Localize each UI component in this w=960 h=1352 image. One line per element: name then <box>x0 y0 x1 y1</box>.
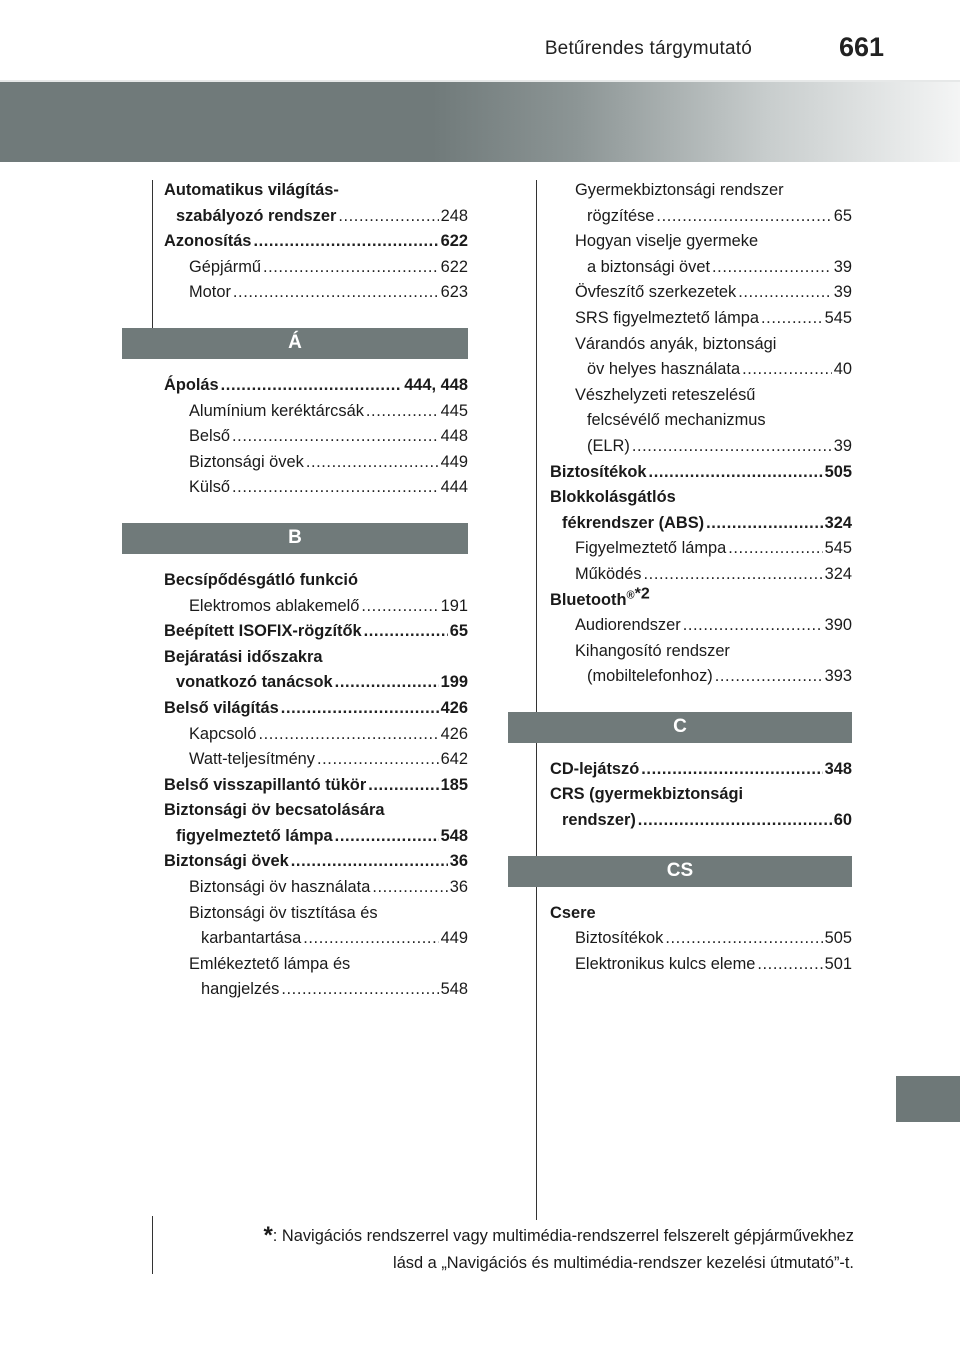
entry-group-cs <box>550 901 852 978</box>
entry-page-ref: 444, 448 <box>404 375 468 394</box>
entry-term: Biztonsági öv tisztítása és <box>189 903 378 922</box>
leader-dots <box>364 619 448 645</box>
leader-dots <box>232 424 439 450</box>
leader-dots <box>221 373 403 399</box>
entry-page-ref: 36 <box>449 852 468 871</box>
entry-term: figyelmeztető lámpa <box>176 826 333 845</box>
index-entry <box>550 434 852 460</box>
index-entry <box>550 306 852 332</box>
entry-page-ref: 36 <box>449 878 468 897</box>
leader-dots <box>335 824 439 850</box>
leader-dots <box>338 204 438 230</box>
leader-dots <box>649 460 823 486</box>
leader-dots <box>258 722 438 748</box>
registered-mark: ® <box>626 589 635 602</box>
entry-term: Hogyan viselje gyermeke <box>575 232 759 251</box>
entry-group-automatikus <box>164 178 468 306</box>
entry-term: Blokkolásgátlós <box>550 488 676 507</box>
index-entry <box>164 373 468 399</box>
entry-term: Biztosítékok <box>575 929 664 948</box>
entry-group-b <box>164 568 468 1003</box>
entry-term: Biztonsági övek <box>189 452 304 471</box>
entry-term: rendszer) <box>562 811 636 830</box>
entry-term: hangjelzés <box>201 980 280 999</box>
entry-page-ref: 642 <box>440 750 468 769</box>
entry-term: Ápolás <box>164 375 219 394</box>
entry-group-apolas <box>164 373 468 501</box>
leader-dots <box>757 952 822 978</box>
index-entry <box>164 722 468 748</box>
index-entry <box>164 952 468 978</box>
leader-dots <box>303 926 438 952</box>
entry-group-abs-sub <box>550 536 852 587</box>
index-entry <box>164 696 468 722</box>
index-entry <box>164 824 468 850</box>
entry-page-ref: 393 <box>824 667 852 686</box>
entry-term: Belső <box>189 427 231 446</box>
entry-term: Becsípődésgátló funkció <box>164 570 358 589</box>
leader-dots <box>291 849 448 875</box>
entry-page-ref: 505 <box>824 929 852 948</box>
index-entry <box>550 255 852 281</box>
entry-page-ref: 65 <box>449 622 468 641</box>
leader-dots <box>232 475 439 501</box>
entry-term: Biztonsági öv használata <box>189 878 371 897</box>
index-entry <box>550 511 852 537</box>
index-entry <box>550 204 852 230</box>
entry-page-ref: 191 <box>440 596 468 615</box>
index-entry <box>550 280 852 306</box>
entry-page-ref: 622 <box>440 232 468 251</box>
entry-page-ref: 39 <box>833 257 852 276</box>
leader-dots <box>738 280 832 306</box>
entry-page-ref: 39 <box>833 283 852 302</box>
entry-page-ref: 185 <box>440 775 468 794</box>
entry-page-ref: 444 <box>440 478 468 497</box>
index-entry <box>164 901 468 927</box>
leader-dots <box>281 696 439 722</box>
entry-term: SRS figyelmeztető lámpa <box>575 308 760 327</box>
header-band <box>0 82 960 162</box>
index-entry <box>164 670 468 696</box>
index-entry <box>164 875 468 901</box>
index-entry <box>164 255 468 281</box>
entry-term: Biztonsági övek <box>164 852 289 871</box>
index-entry <box>164 204 468 230</box>
section-header-a-accent: Á <box>122 328 468 359</box>
section-header-b: B <box>122 523 468 554</box>
leader-dots <box>761 306 823 332</box>
entry-term: Emlékeztető lámpa és <box>189 954 351 973</box>
index-entry <box>550 952 852 978</box>
index-entry <box>550 229 852 255</box>
entry-term: Kapcsoló <box>189 724 257 743</box>
column-divider <box>536 180 537 1220</box>
index-entry <box>164 594 468 620</box>
index-entry <box>550 901 852 927</box>
entry-page-ref: 60 <box>833 811 852 830</box>
entry-term: rögzítése <box>587 206 655 225</box>
entry-page-ref: 622 <box>440 257 468 276</box>
left-rule-2 <box>152 1216 153 1274</box>
chapter-side-tab <box>896 1076 960 1122</box>
index-column-right <box>550 178 852 977</box>
index-entry <box>550 408 852 434</box>
index-entry <box>550 383 852 409</box>
entry-term: Beépített ISOFIX-rögzítők <box>164 622 362 641</box>
leader-dots <box>368 773 438 799</box>
entry-term: fékrendszer (ABS) <box>562 513 705 532</box>
entry-term: (ELR) <box>587 436 630 455</box>
entry-page-ref: 501 <box>824 954 852 973</box>
index-entry <box>164 280 468 306</box>
entry-page-ref: 390 <box>824 616 852 635</box>
leader-dots <box>366 399 439 425</box>
entry-page-ref: 548 <box>440 826 468 845</box>
index-entry <box>550 782 852 808</box>
page-number: 661 <box>838 32 884 62</box>
entry-page-ref: 548 <box>440 980 468 999</box>
leader-dots <box>665 926 822 952</box>
entry-term: Alumínium keréktárcsák <box>189 401 364 420</box>
index-entry <box>550 664 852 690</box>
entry-term: Elektronikus kulcs eleme <box>575 954 756 973</box>
leader-dots <box>638 808 832 834</box>
leader-dots <box>728 536 822 562</box>
footnote-ref-mark: *2 <box>634 585 650 603</box>
index-entry <box>550 757 852 783</box>
leader-dots <box>706 511 823 537</box>
footnote-line-1 <box>164 1222 854 1250</box>
index-entry <box>550 460 852 486</box>
entry-page-ref: 426 <box>440 724 468 743</box>
section-title: Betűrendes tárgymutató <box>544 38 752 59</box>
footnote-line-2: lásd a „Navigációs és multimédia-rendszer kezelési útmutató”-t. <box>393 1254 854 1272</box>
entry-page-ref: 348 <box>824 759 852 778</box>
entry-term: Automatikus világítás- <box>164 181 339 199</box>
leader-dots <box>632 434 832 460</box>
index-entry <box>550 926 852 952</box>
entry-term: Vészhelyzeti reteszelésű <box>575 385 756 404</box>
entry-page-ref: 623 <box>440 283 468 302</box>
entry-page-ref: 199 <box>440 673 468 692</box>
index-entry <box>550 639 852 665</box>
entry-group-biztonsagi-cont <box>550 178 852 536</box>
index-entry <box>164 798 468 824</box>
entry-term: Várandós anyák, biztonsági <box>575 334 777 353</box>
entry-term: Belső visszapillantó tükör <box>164 775 367 794</box>
entry-page-ref: 40 <box>833 360 852 379</box>
entry-page-ref: 448 <box>440 427 468 446</box>
entry-page-ref: 505 <box>824 462 852 481</box>
entry-term: Azonosítás <box>164 232 252 251</box>
entry-term: CRS (gyermekbiztonsági <box>550 785 744 804</box>
entry-term: Biztonsági öv becsatolására <box>164 801 385 820</box>
bluetooth-label: Bluetooth <box>550 590 627 609</box>
index-entry <box>550 562 852 588</box>
index-entry <box>164 645 468 671</box>
index-entry <box>164 849 468 875</box>
entry-group-c <box>550 757 852 834</box>
entry-page-ref: 545 <box>824 308 852 327</box>
leader-dots <box>742 357 832 383</box>
entry-term: Biztosítékok <box>550 462 647 481</box>
leader-dots <box>253 229 438 255</box>
index-column-left <box>164 178 468 1003</box>
index-entry <box>164 424 468 450</box>
entry-term: vonatkozó tanácsok <box>176 673 333 692</box>
index-entry <box>164 568 468 594</box>
entry-term: Gyermekbiztonsági rendszer <box>575 181 784 199</box>
entry-term: Külső <box>189 478 231 497</box>
section-header-cs: CS <box>508 856 852 887</box>
entry-page-ref: 445 <box>440 401 468 420</box>
entry-term: karbantartása <box>201 929 302 948</box>
entry-term: Csere <box>550 903 596 922</box>
entry-page-ref: 248 <box>440 206 468 225</box>
index-entry <box>550 357 852 383</box>
leader-dots <box>281 977 438 1003</box>
entry-page-ref: 449 <box>440 452 468 471</box>
entry-term: Motor <box>189 283 231 302</box>
index-entry <box>164 977 468 1003</box>
index-entry <box>550 485 852 511</box>
entry-term: Elektromos ablakemelő <box>189 596 360 615</box>
index-entry <box>164 178 468 204</box>
index-entry <box>164 619 468 645</box>
index-entry <box>164 926 468 952</box>
leader-dots <box>372 875 447 901</box>
index-entry <box>164 399 468 425</box>
index-entry <box>164 475 468 501</box>
entry-term: öv helyes használata <box>587 360 741 379</box>
leader-dots <box>317 747 439 773</box>
index-entry-bluetooth <box>550 585 852 614</box>
entry-term: Kihangosító rendszer <box>575 641 730 660</box>
index-entry <box>164 773 468 799</box>
entry-term: Belső világítás <box>164 698 279 717</box>
entry-group-bluetooth-sub <box>550 613 852 690</box>
entry-term: Watt-teljesítmény <box>189 750 315 769</box>
left-rule-1 <box>152 180 153 330</box>
footnote-star: * <box>263 1222 273 1249</box>
leader-dots <box>361 594 438 620</box>
entry-page-ref: 426 <box>440 698 468 717</box>
entry-page-ref: 39 <box>833 436 852 455</box>
leader-dots <box>715 664 823 690</box>
entry-term: a biztonsági övet <box>587 257 711 276</box>
entry-term: Figyelmeztető lámpa <box>575 539 727 558</box>
leader-dots <box>306 450 439 476</box>
leader-dots <box>263 255 439 281</box>
index-entry <box>164 229 468 255</box>
entry-term: szabályozó rendszer <box>176 206 337 225</box>
leader-dots <box>233 280 439 306</box>
entry-term: Bejáratási időszakra <box>164 647 323 666</box>
index-entry <box>550 332 852 358</box>
leader-dots <box>335 670 439 696</box>
leader-dots <box>683 613 823 639</box>
entry-term: Övfeszítő szerkezetek <box>575 283 737 302</box>
entry-term: CD-lejátszó <box>550 759 640 778</box>
entry-page-ref: 545 <box>824 539 852 558</box>
entry-page-ref: 324 <box>824 513 852 532</box>
entry-term: felcsévélő mechanizmus <box>587 411 766 430</box>
entry-page-ref: 324 <box>824 564 852 583</box>
entry-term: Audiorendszer <box>575 616 681 635</box>
entry-term: Gépjármű <box>189 257 261 276</box>
leader-dots <box>656 204 831 230</box>
leader-dots <box>641 757 822 783</box>
index-entry <box>550 536 852 562</box>
index-entry <box>164 450 468 476</box>
leader-dots <box>712 255 832 281</box>
index-entry <box>550 178 852 204</box>
entry-term: Működés <box>575 564 642 583</box>
section-header-c: C <box>508 712 852 743</box>
footnote-text-1: : Navigációs rendszerrel vagy multimédia-rendszerrel felszerelt gépjárművekhez <box>272 1227 854 1245</box>
entry-page-ref: 449 <box>440 929 468 948</box>
index-entry <box>550 613 852 639</box>
entry-term: (mobiltelefonhoz) <box>587 667 713 686</box>
index-entry <box>164 747 468 773</box>
leader-dots <box>644 562 823 588</box>
entry-page-ref: 65 <box>833 206 852 225</box>
footnote <box>164 1222 854 1277</box>
index-entry <box>550 808 852 834</box>
